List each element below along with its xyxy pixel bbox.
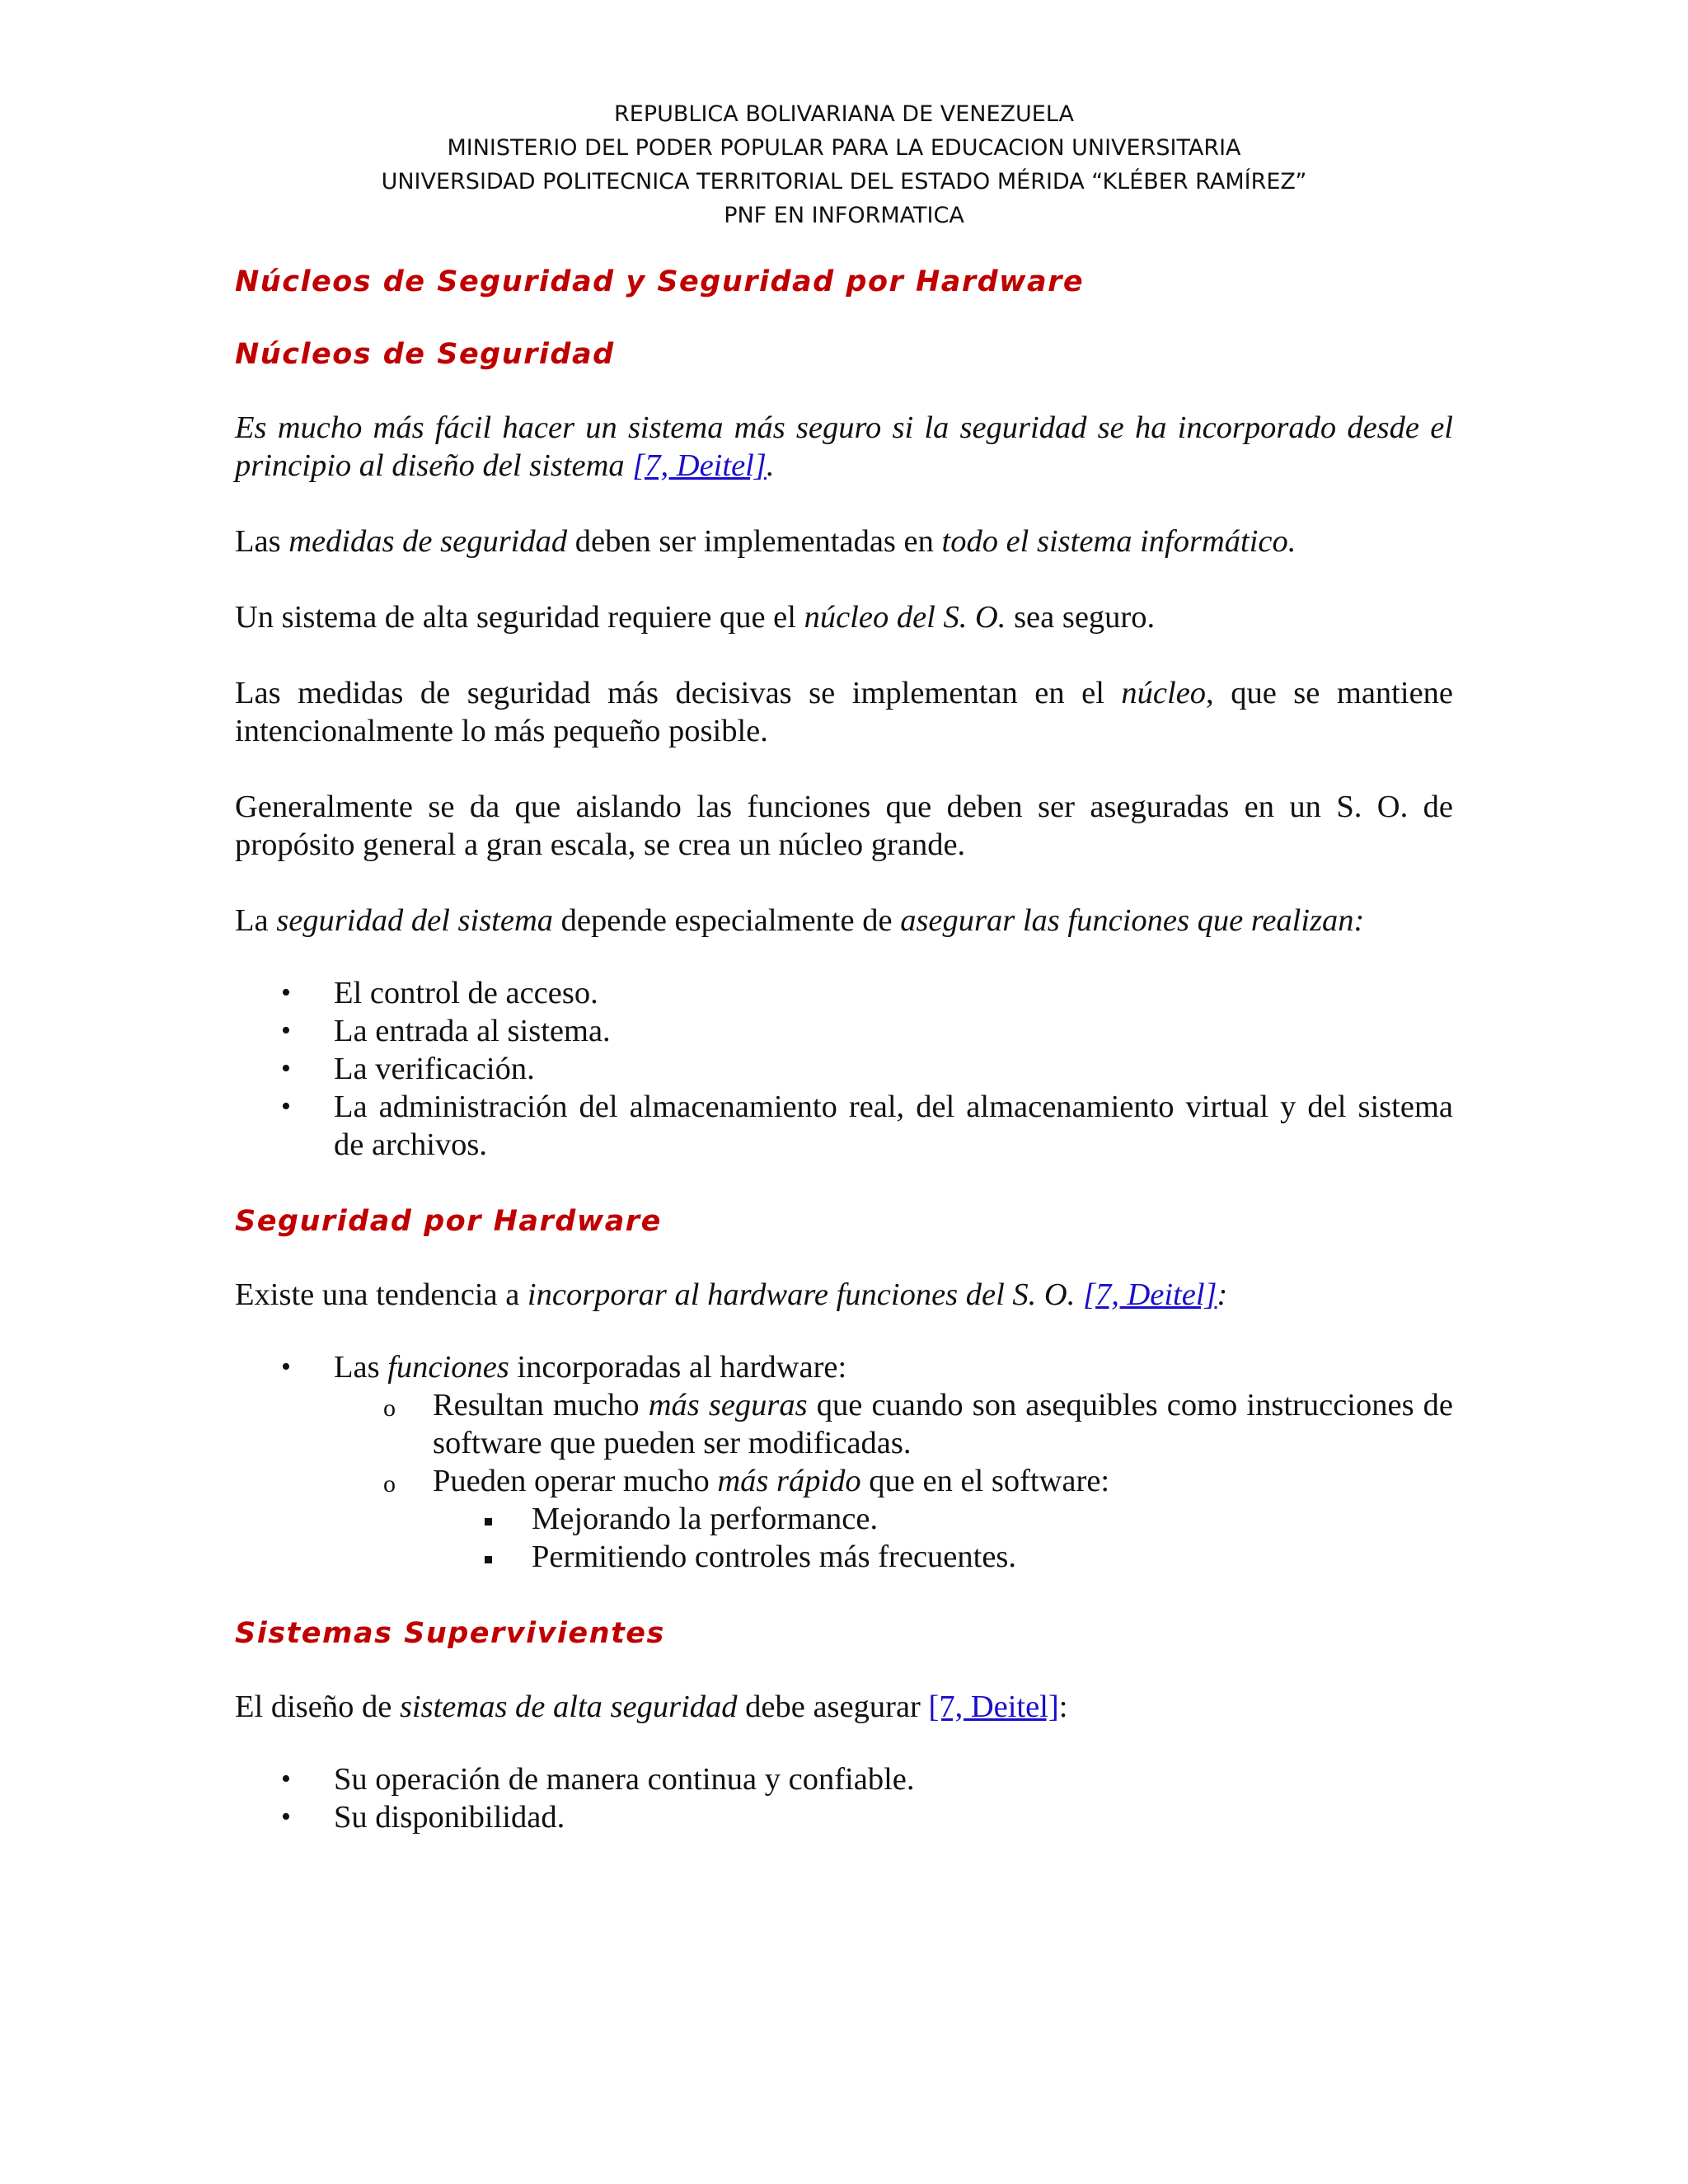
citation-link[interactable]: [7, Deitel] <box>632 448 767 483</box>
list-item: • Su operación de manera continua y confiable. <box>235 1760 1453 1798</box>
header-line-4: PNF EN INFORMATICA <box>724 203 964 228</box>
section-heading-supervivientes: Sistemas Supervivientes <box>235 1617 665 1650</box>
paragraph-diseno <box>235 1688 1453 1726</box>
institution-header <box>0 97 1688 232</box>
text-run: , que se mantiene intencionalmente lo más pequeño posible. <box>235 676 1453 748</box>
paragraph-medidas-decisivas <box>235 674 1453 750</box>
text-run: Las <box>235 524 289 559</box>
text-run: Existe una tendencia a <box>235 1277 528 1312</box>
emphasis-text: núcleo del S. O. <box>804 600 1006 635</box>
text-run: El diseño de <box>235 1690 400 1724</box>
survivable-list <box>235 1760 1453 1836</box>
text-run: deben ser implementadas en <box>567 524 942 559</box>
text-run: debe asegurar <box>737 1690 929 1724</box>
document-title: Núcleos de Seguridad y Seguridad por Hardware <box>235 265 1085 298</box>
functions-list <box>235 974 1453 1164</box>
emphasis-text: seguridad del sistema <box>276 903 554 938</box>
text-run: que cuando son asequibles como instrucciones de software que pueden ser modificadas. <box>433 1388 1453 1460</box>
list-item: • La entrada al sistema. <box>235 1012 1453 1050</box>
paragraph-seguridad-sistema <box>235 902 1453 940</box>
section-heading-nucleos: Núcleos de Seguridad <box>235 338 615 371</box>
sublist-item <box>334 1386 1453 1462</box>
text-run: Pueden operar mucho <box>433 1464 718 1498</box>
punctuation: . <box>766 448 775 483</box>
paragraph-nucleo-seguro <box>235 598 1453 636</box>
list-item: • El control de acceso. <box>235 974 1453 1012</box>
emphasis-text: núcleo <box>1121 676 1207 710</box>
sub-sublist-item: Mejorando la performance. <box>433 1500 1453 1538</box>
list-item <box>235 1348 1453 1576</box>
paragraph-tendencia <box>235 1276 1453 1314</box>
punctuation: : <box>1217 1277 1228 1312</box>
header-line-3: UNIVERSIDAD POLITECNICA TERRITORIAL DEL ESTADO MÉRIDA “KLÉBER RAMÍREZ” <box>381 169 1307 194</box>
text-run: Las <box>334 1350 388 1385</box>
text-run: La <box>235 903 277 938</box>
text-run: Resultan mucho <box>433 1388 649 1422</box>
header-line-1: REPUBLICA BOLIVARIANA DE VENEZUELA <box>614 101 1074 127</box>
paragraph-medidas <box>235 523 1453 560</box>
paragraph-intro-text: Es mucho más fácil hacer un sistema más seguro si la seguridad se ha incorporado desde el principio al diseño del sistema <box>235 410 1453 483</box>
sublist <box>334 1386 1453 1576</box>
citation-link[interactable]: [7, Deitel] <box>1082 1277 1217 1312</box>
paragraph-generalmente: Generalmente se da que aislando las funciones que deben ser aseguradas en un S. O. de propósito general a gran escala, se crea un núcleo grande. <box>235 790 1453 862</box>
emphasis-text: asegurar las funciones que realizan: <box>900 903 1365 938</box>
citation-link[interactable]: [7, Deitel] <box>928 1690 1059 1724</box>
emphasis-text: más rápido <box>717 1464 861 1498</box>
header-line-2: MINISTERIO DEL PODER POPULAR PARA LA EDUCACION UNIVERSITARIA <box>447 135 1241 161</box>
list-item: • La administración del almacenamiento real, del almacenamiento virtual y del sistema de archivos. <box>235 1088 1453 1164</box>
emphasis-text: funciones <box>387 1350 509 1385</box>
punctuation: : <box>1058 1690 1068 1724</box>
hardware-list <box>235 1348 1453 1576</box>
text-run <box>1075 1277 1083 1312</box>
emphasis-text: medidas de seguridad <box>288 524 568 559</box>
sub-sublist-item: Permitiendo controles más frecuentes. <box>433 1538 1453 1576</box>
section-heading-hardware: Seguridad por Hardware <box>235 1205 662 1238</box>
text-run: que en el software: <box>860 1464 1110 1498</box>
emphasis-text: más seguras <box>648 1388 808 1422</box>
text-run: incorporadas al hardware: <box>509 1350 847 1385</box>
document-body <box>235 262 1453 1874</box>
emphasis-text: incorporar al hardware funciones del S. O. <box>527 1277 1076 1312</box>
text-run: sea seguro. <box>1006 600 1156 635</box>
text-run: Un sistema de alta seguridad requiere que el <box>235 600 804 635</box>
sub-sublist <box>433 1500 1453 1576</box>
list-item: • Su disponibilidad. <box>235 1798 1453 1836</box>
emphasis-text: todo el sistema informático. <box>941 524 1296 559</box>
text-run: depende especialmente de <box>553 903 901 938</box>
list-item: • La verificación. <box>235 1050 1453 1088</box>
text-run: Las medidas de seguridad más decisivas se implementan en el <box>235 676 1122 710</box>
paragraph-intro <box>235 409 1453 485</box>
emphasis-text: sistemas de alta seguridad <box>399 1690 738 1724</box>
sublist-item <box>334 1462 1453 1576</box>
